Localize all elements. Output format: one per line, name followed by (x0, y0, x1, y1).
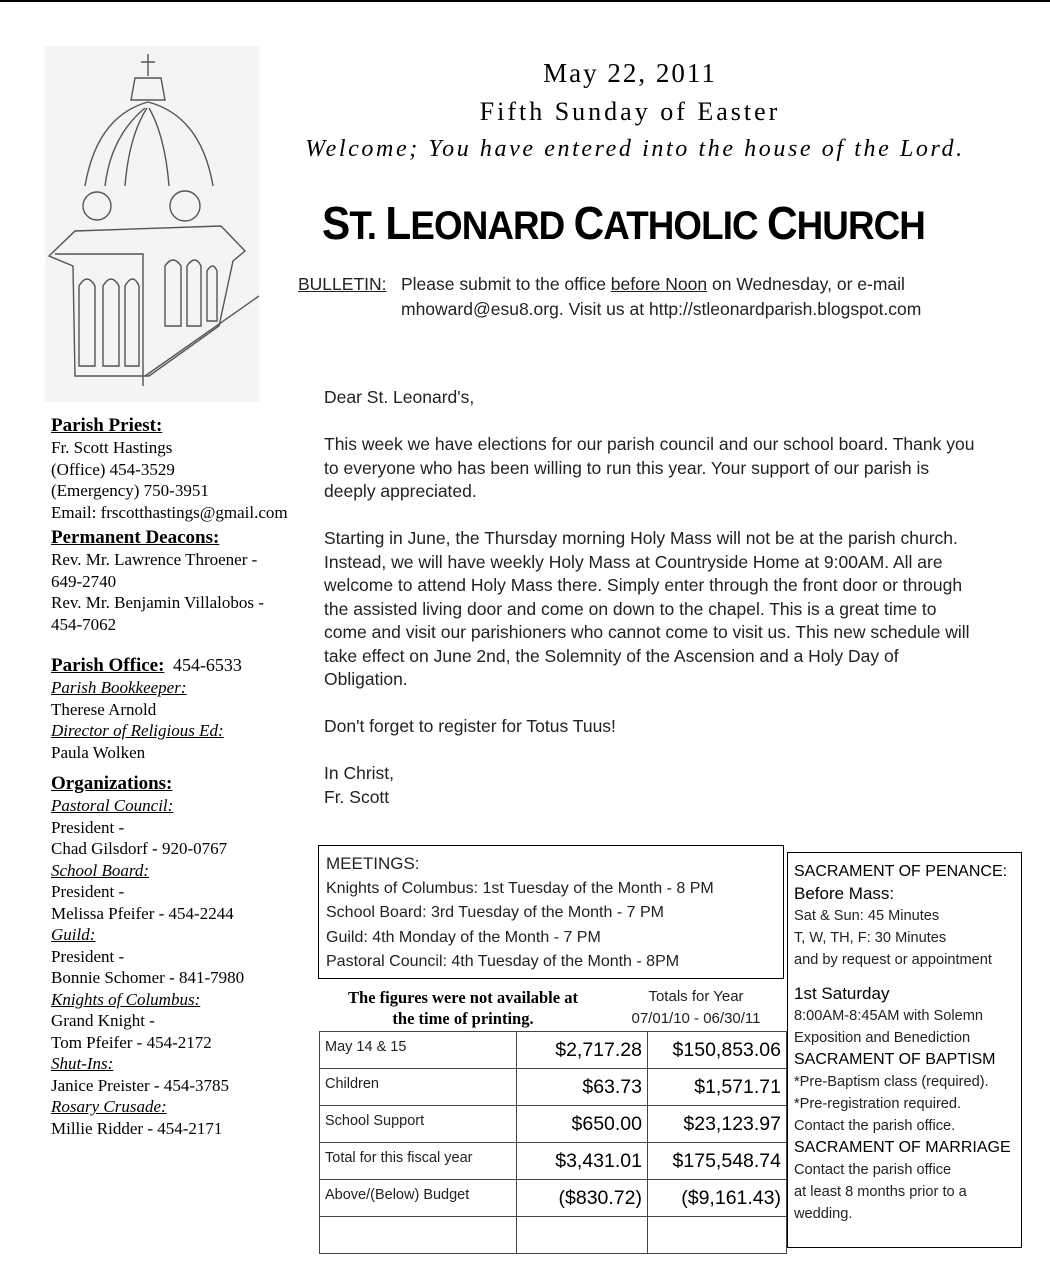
meeting-item: School Board: 3rd Tuesday of the Month - 7 PM (326, 904, 664, 921)
letter-paragraph: Don't forget to register for Totus Tuus! (324, 716, 616, 736)
priest-name: Fr. Scott Hastings (51, 438, 173, 457)
pastor-letter (324, 386, 984, 809)
table-row: Children $63.73 $1,571.71 (320, 1069, 787, 1106)
letter-greeting: Dear St. Leonard's, (324, 387, 475, 407)
top-border (0, 0, 1050, 2)
finance-note: The figures were not available at the time of printing. (348, 988, 578, 1028)
org-role: President - (51, 946, 125, 966)
deacon-2-phone: 454-7062 (51, 614, 117, 634)
table-row: Total for this fiscal year $3,431.01 $175,548.74 (320, 1143, 787, 1180)
org-person: Millie Ridder - 454-2171 (51, 1118, 223, 1138)
meeting-item: Pastoral Council: 4th Tuesday of the Month - 8PM (326, 953, 680, 970)
org-role: President - (51, 817, 125, 837)
bookkeeper-name: Therese Arnold (51, 699, 157, 719)
sacraments-box (787, 852, 1022, 1248)
dre-name: Paula Wolken (51, 742, 146, 762)
meeting-item: Knights of Columbus: 1st Tuesday of the Month - 8 PM (326, 879, 714, 897)
contact-line[interactable]: mhoward@esu8.org. Visit us at http://stleonardparish.blogspot.com (401, 299, 922, 319)
office-phone: 454-6533 (172, 655, 242, 675)
welcome-message: Welcome; You have entered into the house of the Lord. (305, 136, 965, 162)
dre-label: Director of Religious Ed: (51, 721, 224, 740)
parish-directory (51, 415, 321, 1139)
letter-signature: Fr. Scott (324, 786, 390, 807)
table-row (320, 1217, 787, 1254)
office-heading: Parish Office: (51, 655, 165, 676)
meeting-item: Guild: 4th Monday of the Month - 7 PM (326, 928, 601, 946)
org-role: Grand Knight - (51, 1011, 155, 1030)
bookkeeper-label: Parish Bookkeeper: (51, 678, 187, 697)
penance-heading: SACRAMENT OF PENANCE: (794, 863, 1008, 880)
table-row: Above/(Below) Budget ($830.72) ($9,161.43) (320, 1180, 787, 1217)
baptism-note: Contact the parish office. (794, 1118, 956, 1134)
meetings-box (318, 845, 784, 979)
org-name: Knights of Columbus: (51, 989, 201, 1009)
marriage-note: at least 8 months prior to a (794, 1184, 967, 1200)
table-row: May 14 & 15 $2,717.28 $150,853.06 (320, 1032, 787, 1069)
org-name: Guild: (51, 925, 96, 944)
priest-office-phone: (Office) 454-3529 (51, 459, 175, 479)
org-person: Janice Preister - 454-3785 (51, 1075, 229, 1095)
first-saturday-label: 1st Saturday (794, 984, 890, 1003)
bulletin-date: May 22, 2011 (543, 58, 717, 88)
table-row: School Support $650.00 $23,123.97 (320, 1106, 787, 1143)
baptism-heading: SACRAMENT OF BAPTISM (794, 1051, 996, 1068)
finance-period: Totals for Year 07/01/10 - 06/30/11 (631, 988, 761, 1027)
marriage-note: wedding. (794, 1206, 853, 1222)
penance-weekdays: T, W, TH, F: 30 Minutes (794, 930, 947, 946)
baptism-note: *Pre-Baptism class (required). (794, 1074, 989, 1090)
org-person: Melissa Pfeifer - 454-2244 (51, 903, 234, 923)
deacon-1-name: Rev. Mr. Lawrence Throener - (51, 550, 258, 569)
org-name: Shut-Ins: (51, 1054, 114, 1073)
first-saturday-time: 8:00AM-8:45AM with Solemn (794, 1008, 983, 1024)
priest-emergency-phone: (Emergency) 750-3951 (51, 481, 209, 500)
before-mass-label: Before Mass: (794, 884, 895, 903)
church-name-title: ST. LEONARD CATHOLIC CHURCH (322, 197, 925, 249)
penance-weekend: Sat & Sun: 45 Minutes (794, 908, 940, 924)
deacon-2-name: Rev. Mr. Benjamin Villalobos - (51, 593, 264, 612)
first-saturday-desc: Exposition and Benediction (794, 1030, 971, 1046)
meetings-heading: MEETINGS: (326, 854, 420, 873)
org-name: School Board: (51, 860, 150, 880)
liturgical-day: Fifth Sunday of Easter (479, 97, 781, 126)
org-person: Chad Gilsdorf - 920-0767 (51, 839, 228, 858)
organizations-heading: Organizations: (51, 773, 173, 794)
deacon-1-phone: 649-2740 (51, 571, 117, 591)
deacons-heading: Permanent Deacons: (51, 527, 220, 548)
org-person: Bonnie Schomer - 841-7980 (51, 968, 245, 987)
org-name: Pastoral Council: (51, 796, 174, 815)
marriage-note: Contact the parish office (794, 1162, 952, 1178)
church-tower-image (45, 46, 259, 402)
org-name: Rosary Crusade: (51, 1097, 167, 1116)
finance-table (319, 1031, 787, 1254)
priest-heading: Parish Priest: (51, 415, 163, 436)
deadline-emphasis: before Noon (610, 274, 708, 294)
letter-closing: In Christ, (324, 763, 395, 783)
priest-email[interactable]: Email: frscotthastings@gmail.com (51, 502, 288, 522)
marriage-heading: SACRAMENT OF MARRIAGE (794, 1139, 1011, 1156)
org-person: Tom Pfeifer - 454-2172 (51, 1032, 212, 1052)
bulletin-label: BULLETIN: (298, 274, 387, 294)
letter-paragraph: This week we have elections for our parish council and our school board. Thank you to everyone who has been willing to run this year. Your support of our parish is deeply appreciated. (324, 434, 975, 501)
letter-paragraph: Starting in June, the Thursday morning Holy Mass will not be at the parish church. Instead, we will have weekly Holy Mass at Countryside Home at 9:00AM. All are welcome to attend Holy Mass there. Simply enter through the front door or through the assisted living door and come on down to the chapel. This is a great time to come and visit our parishioners who cannot come to visit us. This new schedule will take effect on June 2nd, the Solemnity of the Ascension and a Holy Day of Obligation. (324, 528, 970, 689)
baptism-note: *Pre-registration required. (794, 1096, 962, 1112)
penance-appointment: and by request or appointment (794, 952, 992, 968)
org-role: President - (51, 882, 125, 901)
